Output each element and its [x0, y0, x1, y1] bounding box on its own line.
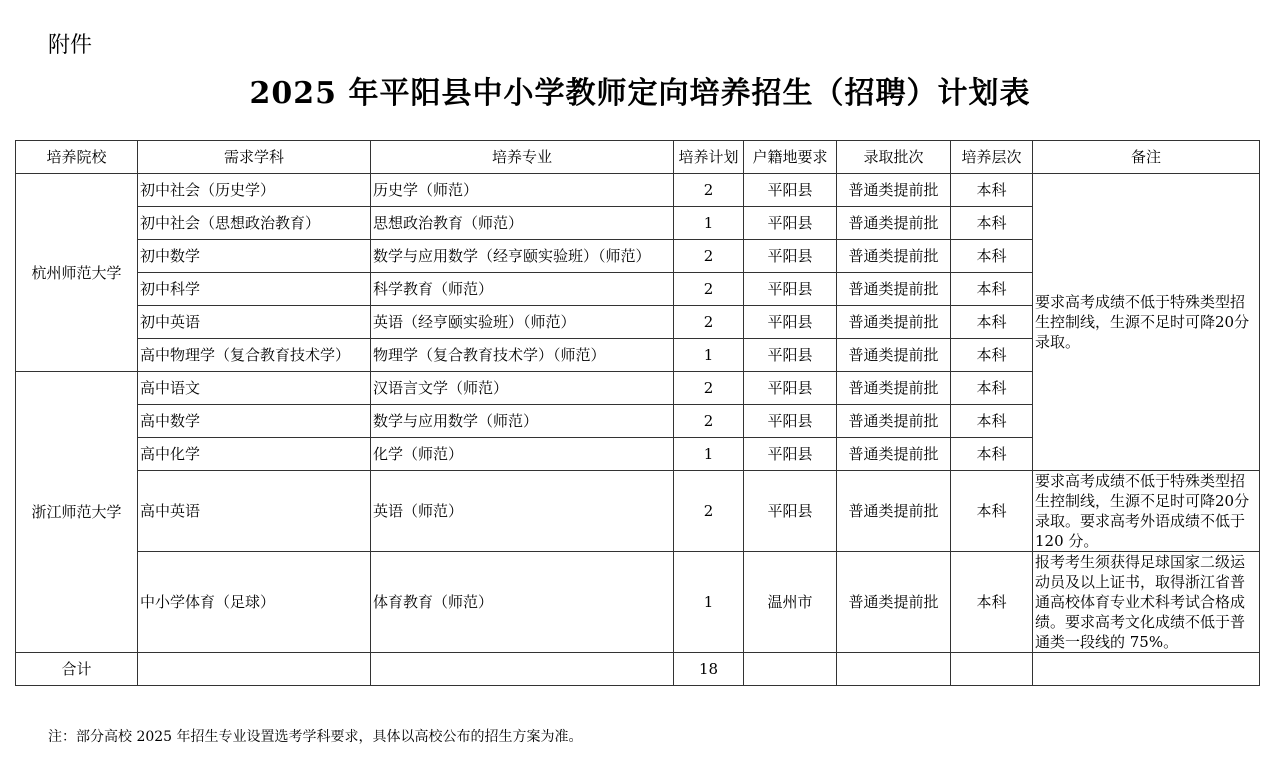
plan-cell: 2 — [674, 240, 744, 273]
page-title: 2025 年平阳县中小学教师定向培养招生（招聘）计划表 — [249, 76, 1031, 111]
empty-cell — [371, 653, 674, 686]
header-school: 培养院校 — [16, 141, 138, 174]
header-plan: 培养计划 — [674, 141, 744, 174]
household-cell: 平阳县 — [744, 438, 837, 471]
plan-cell: 2 — [674, 273, 744, 306]
empty-cell — [744, 653, 837, 686]
batch-cell: 普通类提前批 — [837, 339, 951, 372]
level-cell: 本科 — [951, 372, 1033, 405]
batch-cell: 普通类提前批 — [837, 372, 951, 405]
empty-cell — [951, 653, 1033, 686]
total-plan: 18 — [674, 653, 744, 686]
subject-cell: 高中数学 — [138, 405, 371, 438]
subject-cell: 高中英语 — [138, 471, 371, 552]
major-cell: 科学教育（师范） — [371, 273, 674, 306]
footnote: 注：部分高校 2025 年招生专业设置选考学科要求，具体以高校公布的招生方案为准。 — [48, 729, 583, 745]
household-cell: 平阳县 — [744, 240, 837, 273]
household-cell: 平阳县 — [744, 471, 837, 552]
table-header-row — [16, 141, 1260, 174]
major-cell: 英语（经亨颐实验班）（师范） — [371, 306, 674, 339]
level-cell: 本科 — [951, 339, 1033, 372]
household-cell: 平阳县 — [744, 306, 837, 339]
level-cell: 本科 — [951, 471, 1033, 552]
header-household: 户籍地要求 — [744, 141, 837, 174]
total-row — [16, 653, 1260, 686]
plan-cell: 1 — [674, 339, 744, 372]
level-cell: 本科 — [951, 552, 1033, 653]
header-major: 培养专业 — [371, 141, 674, 174]
batch-cell: 普通类提前批 — [837, 174, 951, 207]
batch-cell: 普通类提前批 — [837, 306, 951, 339]
batch-cell: 普通类提前批 — [837, 240, 951, 273]
major-cell: 物理学（复合教育技术学）（师范） — [371, 339, 674, 372]
batch-cell: 普通类提前批 — [837, 405, 951, 438]
subject-cell: 高中语文 — [138, 372, 371, 405]
level-cell: 本科 — [951, 306, 1033, 339]
plan-cell: 1 — [674, 438, 744, 471]
household-cell: 温州市 — [744, 552, 837, 653]
plan-cell: 2 — [674, 372, 744, 405]
remark-cell: 要求高考成绩不低于特殊类型招生控制线，生源不足时可降20分录取。要求高考外语成绩不低于 120 分。 — [1033, 471, 1260, 552]
subject-cell: 初中英语 — [138, 306, 371, 339]
level-cell: 本科 — [951, 240, 1033, 273]
table-row — [16, 471, 1260, 552]
major-cell: 汉语言文学（师范） — [371, 372, 674, 405]
remark-cell: 报考考生须获得足球国家二级运动员及以上证书，取得浙江省普通高校体育专业术科考试合格成绩。要求高考文化成绩不低于普通类一段线的 75%。 — [1033, 552, 1260, 653]
household-cell: 平阳县 — [744, 339, 837, 372]
plan-cell: 2 — [674, 306, 744, 339]
empty-cell — [1033, 653, 1260, 686]
remark-cell: 要求高考成绩不低于特殊类型招生控制线，生源不足时可降20分录取。 — [1033, 174, 1260, 471]
subject-cell: 初中社会（历史学） — [138, 174, 371, 207]
subject-cell: 高中化学 — [138, 438, 371, 471]
school-cell: 杭州师范大学 — [16, 174, 138, 372]
subject-cell: 中小学体育（足球） — [138, 552, 371, 653]
household-cell: 平阳县 — [744, 273, 837, 306]
header-remark: 备注 — [1033, 141, 1260, 174]
household-cell: 平阳县 — [744, 405, 837, 438]
major-cell: 历史学（师范） — [371, 174, 674, 207]
header-batch: 录取批次 — [837, 141, 951, 174]
batch-cell: 普通类提前批 — [837, 552, 951, 653]
empty-cell — [837, 653, 951, 686]
batch-cell: 普通类提前批 — [837, 273, 951, 306]
table-row — [16, 174, 1260, 207]
level-cell: 本科 — [951, 273, 1033, 306]
major-cell: 数学与应用数学（经亨颐实验班）（师范） — [371, 240, 674, 273]
subject-cell: 初中数学 — [138, 240, 371, 273]
batch-cell: 普通类提前批 — [837, 471, 951, 552]
major-cell: 数学与应用数学（师范） — [371, 405, 674, 438]
major-cell: 化学（师范） — [371, 438, 674, 471]
level-cell: 本科 — [951, 174, 1033, 207]
level-cell: 本科 — [951, 207, 1033, 240]
subject-cell: 初中科学 — [138, 273, 371, 306]
plan-cell: 2 — [674, 471, 744, 552]
batch-cell: 普通类提前批 — [837, 438, 951, 471]
plan-cell: 2 — [674, 405, 744, 438]
major-cell: 体育教育（师范） — [371, 552, 674, 653]
subject-cell: 初中社会（思想政治教育） — [138, 207, 371, 240]
header-subject: 需求学科 — [138, 141, 371, 174]
major-cell: 英语（师范） — [371, 471, 674, 552]
level-cell: 本科 — [951, 438, 1033, 471]
empty-cell — [138, 653, 371, 686]
plan-cell: 1 — [674, 552, 744, 653]
recruitment-plan-table — [15, 140, 1260, 686]
level-cell: 本科 — [951, 405, 1033, 438]
major-cell: 思想政治教育（师范） — [371, 207, 674, 240]
header-level: 培养层次 — [951, 141, 1033, 174]
household-cell: 平阳县 — [744, 207, 837, 240]
plan-cell: 2 — [674, 174, 744, 207]
school-cell: 浙江师范大学 — [16, 372, 138, 653]
table-row — [16, 552, 1260, 653]
plan-cell: 1 — [674, 207, 744, 240]
household-cell: 平阳县 — [744, 174, 837, 207]
batch-cell: 普通类提前批 — [837, 207, 951, 240]
attachment-label: 附件 — [48, 33, 93, 58]
subject-cell: 高中物理学（复合教育技术学） — [138, 339, 371, 372]
total-label: 合计 — [16, 653, 138, 686]
household-cell: 平阳县 — [744, 372, 837, 405]
